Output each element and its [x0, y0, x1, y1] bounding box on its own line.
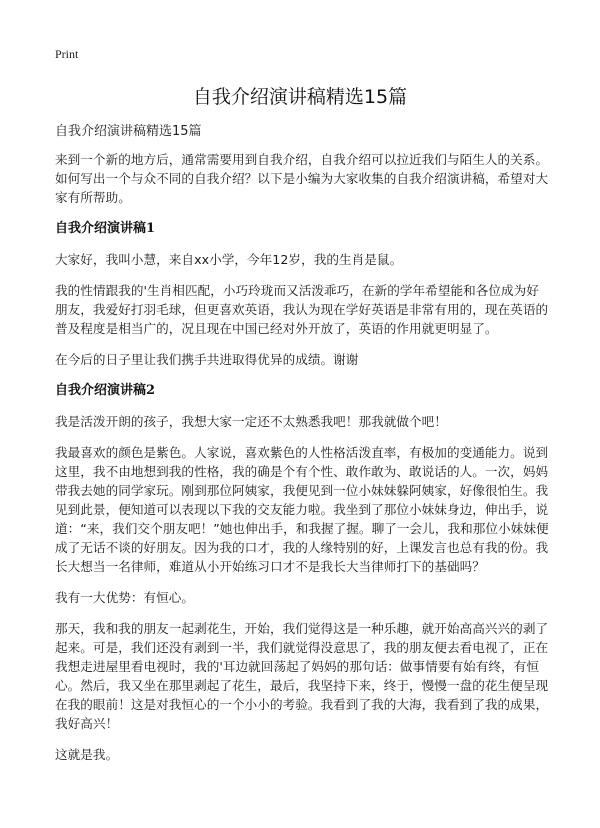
document-body: [55, 150, 550, 776]
paragraph: 那天，我和我的朋友一起剥花生，开始，我们觉得这是一种乐趣，就开始高高兴兴的剥了起来。可是，我们还没有剥到一半，我们就觉得没意思了，我的朋友便去看电视了，正在我想走进屋里看电视时，我的'耳边就回荡起了妈妈的那句话：做事情要有始有终，有恒心。然后，我又坐在那里剥起了花生，最后，我坚持下来，终于，慢慢一盘的花生便呈现在我的眼前！这是对我恒心的一个小小的考验。我看到了我的大海，我看到了我的成果，我好高兴！: [55, 621, 549, 731]
section-1: [55, 219, 550, 369]
document-subtitle: 自我介绍演讲稿精选15篇: [55, 124, 202, 139]
intro-paragraph: 来到一个新的地方后，通常需要用到自我介绍，自我介绍可以拉近我们与陌生人的关系。如何写出一个与众不同的自我介绍？以下是小编为大家收集的自我介绍演讲稿，希望对大家有所帮助。: [55, 152, 549, 205]
paragraph: 在今后的日子里让我们携手共进取得优异的成绩。谢谢: [55, 352, 359, 367]
paragraph: 我最喜欢的颜色是紫色。人家说，喜欢紫色的人性格活泼直率，有极加的变通能力。说到这里，我不由地想到我的性格，我的确是个有个性、敢作敢为、敢说话的人。一次，妈妈带我去她的同学家玩。刚到那位阿姨家，我便见到一位小妹妹躲阿姨家，好像很怕生。我见到此景，便知道可以表现以下我的交友能力啦。我坐到了那位小妹妹身边，伸出手，说道：“来，我们交个朋友吧！”她也伸出手，和我握了握。聊了一会儿，我和那位小妹妹便成了无话不谈的好朋友。因为我的口才，我的人缘特别的好，上课发言也总有我的份。我长大想当一名律师，难道从小开始练习口才不是我长大当律师打下的基础吗？: [55, 445, 549, 574]
paragraph: 大家好，我叫小慧，来自xx小学，今年12岁，我的生肖是鼠。: [55, 252, 403, 267]
section-heading: 自我介绍演讲稿1: [55, 221, 156, 236]
print-label[interactable]: Print: [55, 47, 79, 61]
paragraph: 我是活泼开朗的孩子，我想大家一定还不太熟悉我吧！那我就做个吧！: [55, 414, 447, 429]
document-title: 自我介绍演讲稿精选15篇: [192, 86, 408, 108]
paragraph: 我的性情跟我的'生肖相匹配，小巧玲珑而又活泼乖巧，在新的学年希望能和各位成为好朋友，我爱好打羽毛球，但更喜欢英语，我认为现在学好英语是非常有用的，现在英语的普及程度是相当广的，况且现在中国已经对外开放了，英语的作用就更明显了。: [55, 283, 549, 336]
paragraph: 这就是我。: [55, 747, 119, 762]
section-2: [55, 381, 550, 764]
paragraph: 我有一大优势：有恒心。: [55, 590, 195, 605]
section-heading: 自我介绍演讲稿2: [55, 383, 156, 398]
